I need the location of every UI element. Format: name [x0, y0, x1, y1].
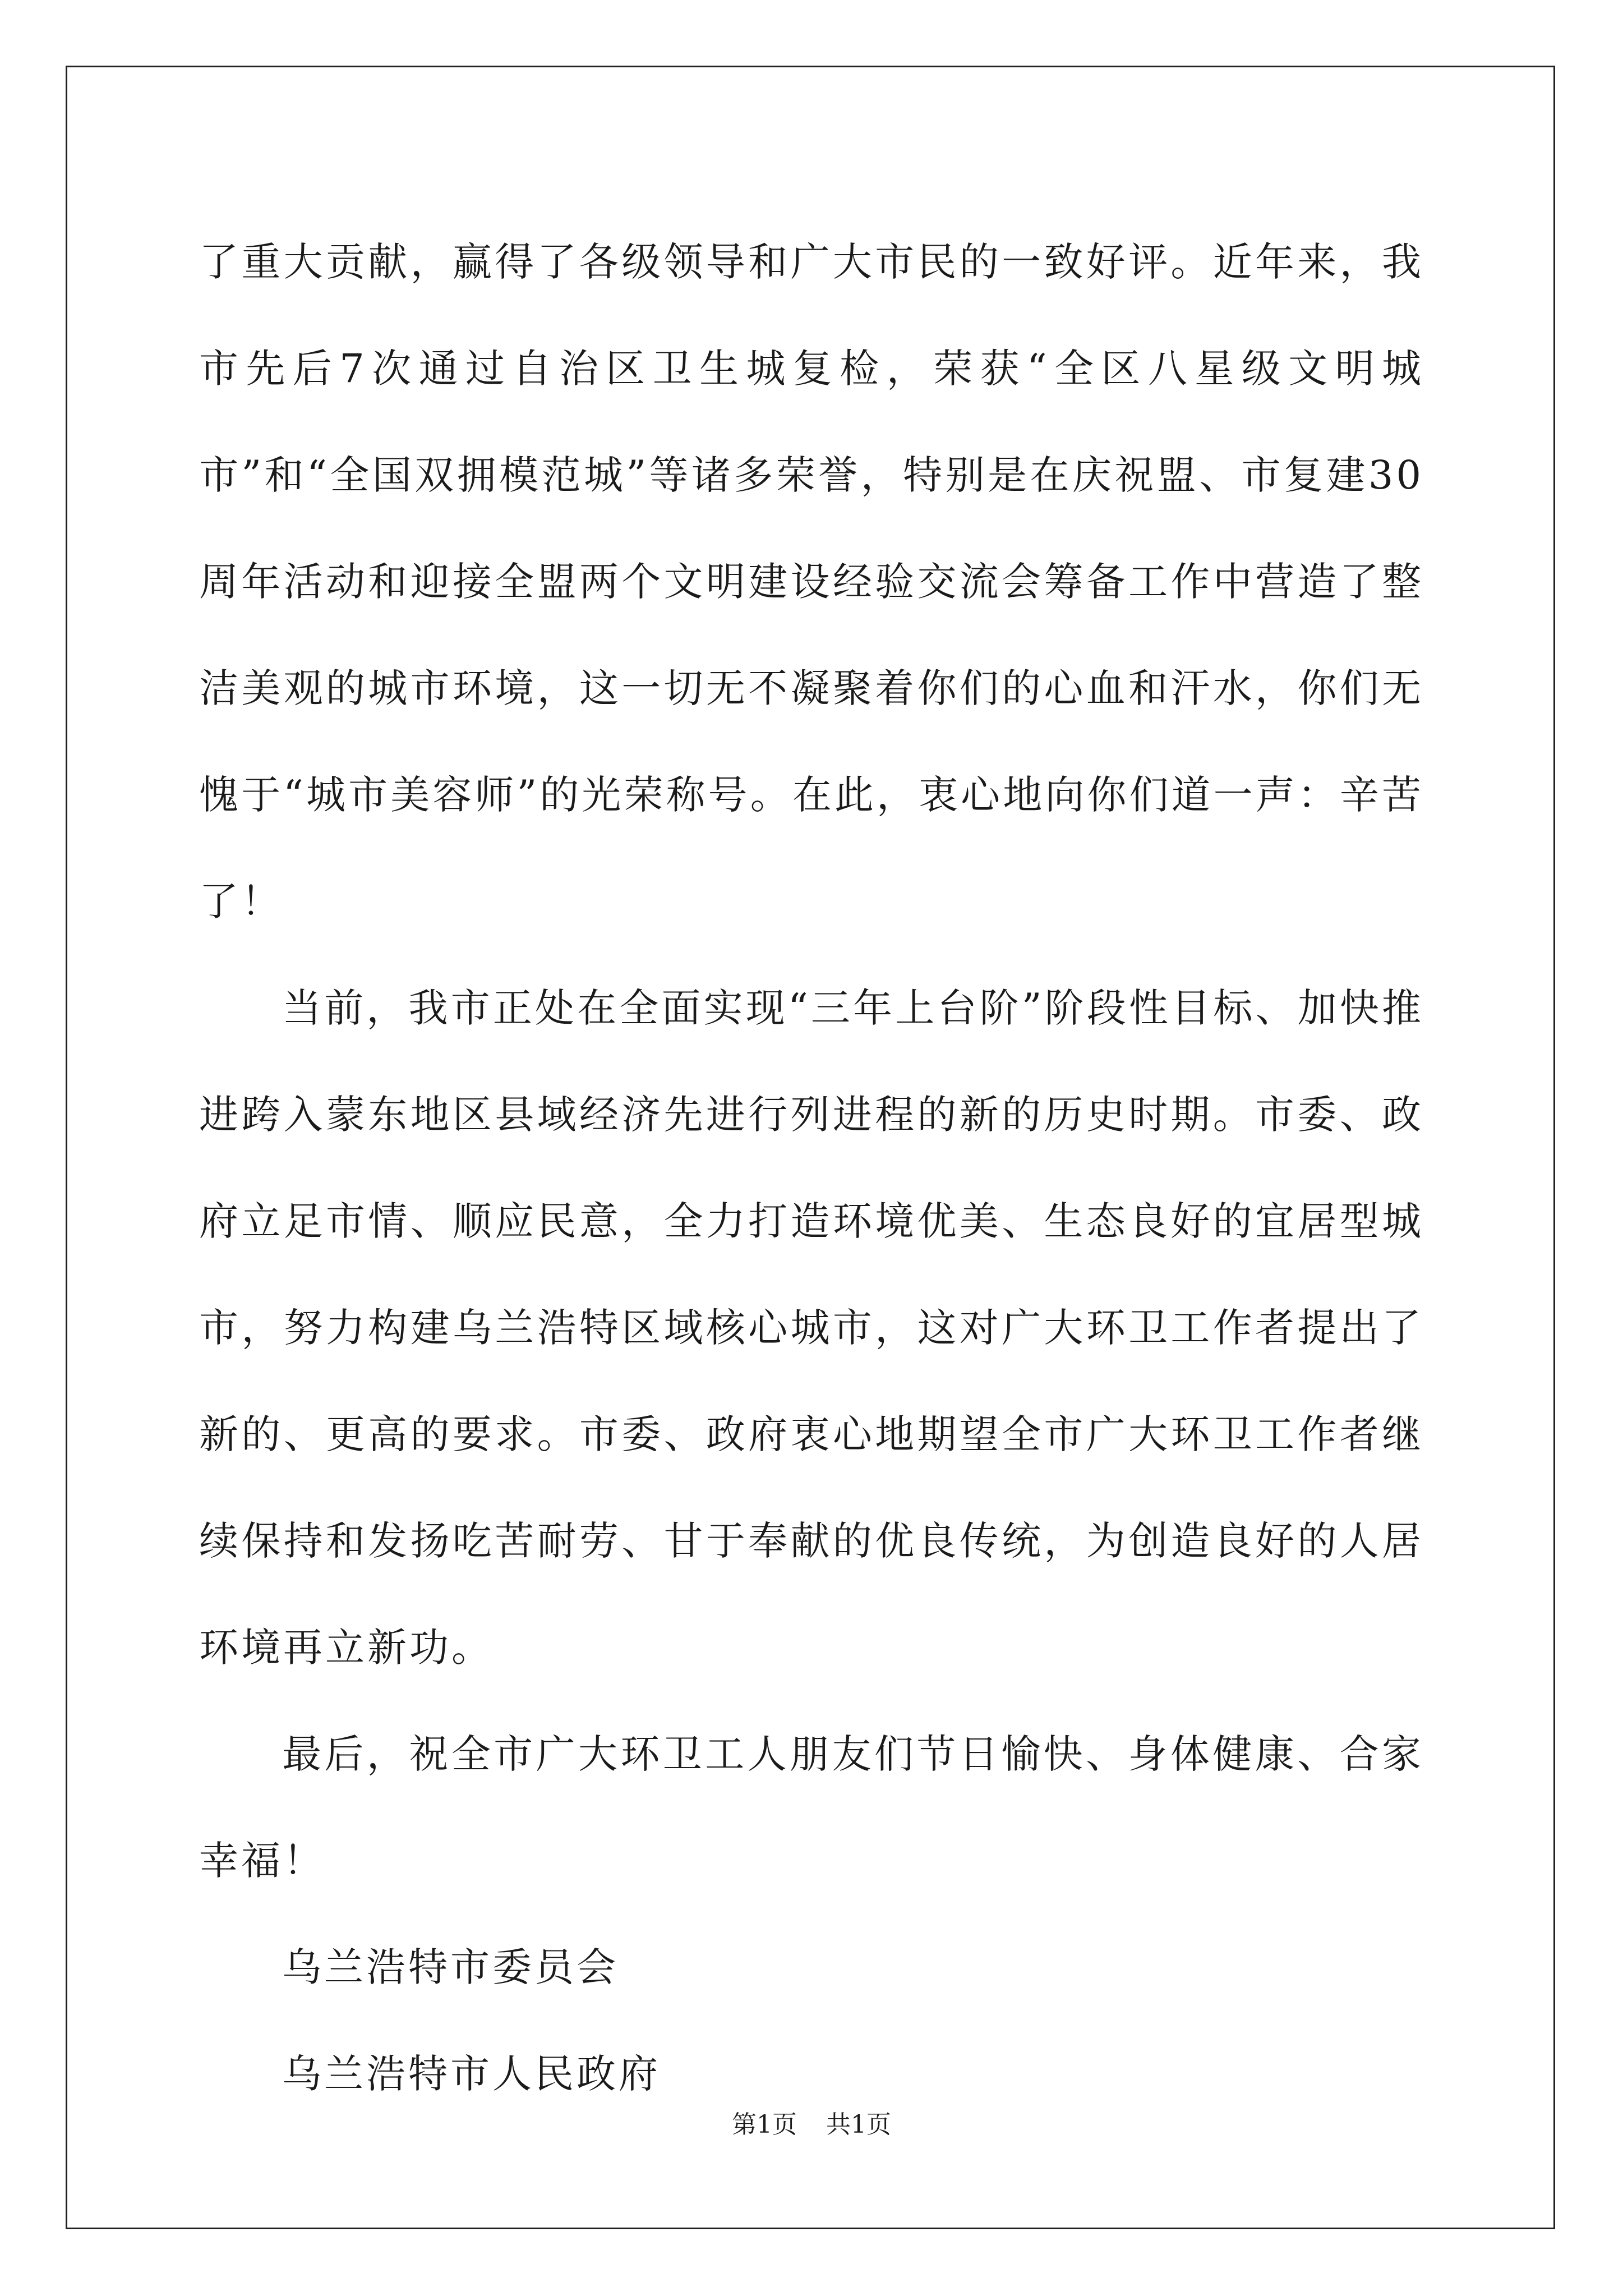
paragraph-2: 当前，我市正处在全面实现“三年上台阶”阶段性目标、加快推进跨入蒙东地区县域经济先进行列进程的新的历史时期。市委、政府立足市情、顺应民意，全力打造环境优美、生态良好的宜居型城市，努力构建乌兰浩特区域核心城市，这对广大环卫工作者提出了新的、更高的要求。市委、政府衷心地期望全市广大环卫工作者继续保持和发扬吃苦耐劳、甘于奉献的优良传统，为创造良好的人居环境再立新功。 [199, 985, 1424, 1671]
page-number-total: 共1页 [826, 2110, 891, 2139]
paragraph-3: 最后，祝全市广大环卫工人朋友们节日愉快、身体健康、合家幸福！ [199, 1731, 1424, 1884]
signature-government: 乌兰浩特市人民政府 [282, 2051, 661, 2097]
page-number-current: 第1页 [732, 2110, 797, 2139]
paragraph-1: 了重大贡献，赢得了各级领导和广大市民的一致好评。近年来，我市先后7次通过自治区卫生城复检，荣获“全区八星级文明城市”和“全国双拥模范城”等诸多荣誉，特别是在庆祝盟、市复建30周年活动和迎接全盟两个文明建设经验交流会筹备工作中营造了整洁美观的城市环境，这一切无不凝聚着你们的心血和汗水，你们无愧于“城市美容师”的光荣称号。在此，衷心地向你们道一声：辛苦了！ [199, 239, 1424, 924]
signature-committee: 乌兰浩特市委员会 [282, 1944, 619, 1990]
page-footer [0, 2108, 1623, 2142]
document-body [199, 209, 1424, 2127]
